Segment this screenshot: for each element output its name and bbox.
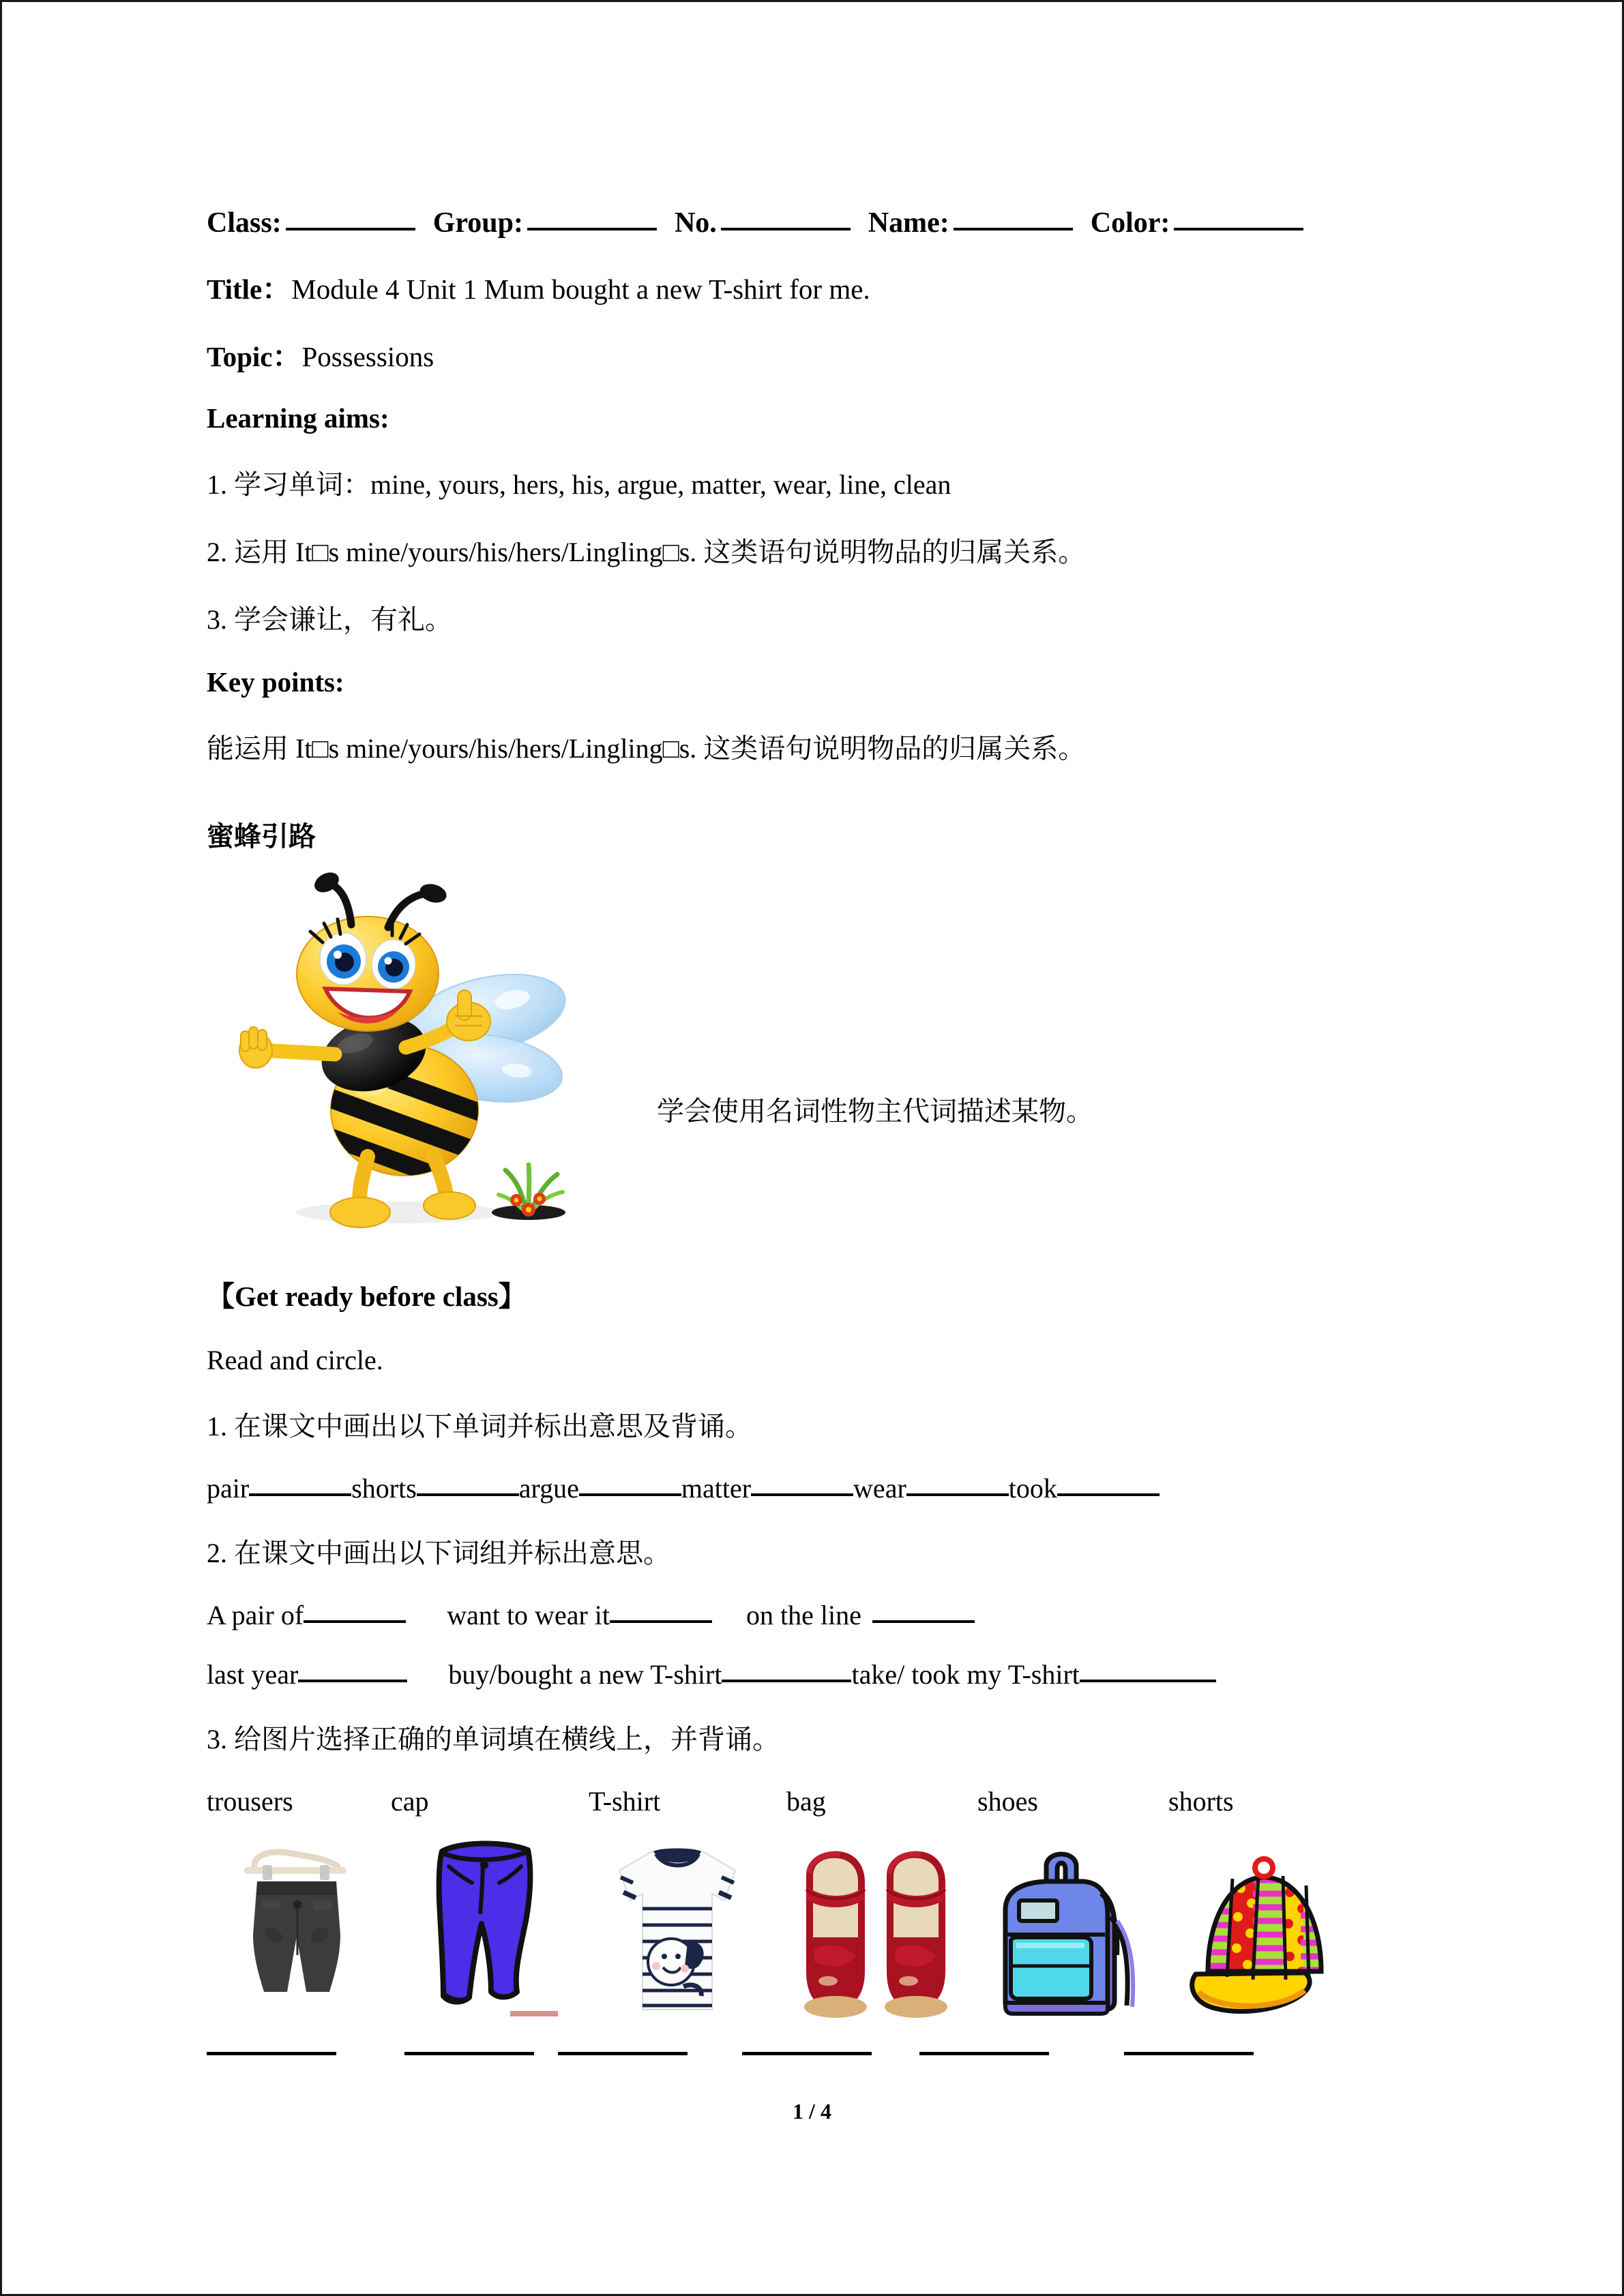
word-bank-tshirt: T-shirt xyxy=(589,1786,661,1817)
title-row xyxy=(207,267,1428,307)
task1-word-5: took xyxy=(1008,1473,1057,1504)
color-label: Color: xyxy=(1090,207,1170,239)
task2-phrase-1: want to wear it xyxy=(447,1600,610,1630)
color-blank[interactable] xyxy=(1174,228,1303,230)
picture-colorful-cap-clipart xyxy=(1175,1835,1366,2033)
get-ready-heading: 【Get ready before class】 xyxy=(207,1281,527,1312)
bee-section xyxy=(207,865,1428,1247)
word-bank-shorts: shorts xyxy=(1168,1786,1234,1817)
title-value: Module 4 Unit 1 Mum bought a new T-shirt for me. xyxy=(291,273,870,305)
no-blank[interactable] xyxy=(721,228,851,230)
word-bank-trousers: trousers xyxy=(207,1786,293,1817)
task2-blank-4[interactable] xyxy=(722,1680,851,1682)
task3-answer-blank-4[interactable] xyxy=(919,2052,1049,2055)
picture-blue-backpack-clipart xyxy=(981,1835,1175,2033)
task1-word-4: wear xyxy=(853,1473,906,1504)
no-label: No. xyxy=(674,207,717,239)
task3-answer-blank-2[interactable] xyxy=(558,2052,688,2055)
task3-answer-blank-0[interactable] xyxy=(207,2052,336,2055)
task1-blank-1[interactable] xyxy=(417,1493,519,1496)
task1-word-1: shorts xyxy=(351,1473,417,1504)
topic-value: Possessions xyxy=(301,341,434,372)
task1-instruction: 1. 在课文中画出以下单词并标出意思及背诵。 xyxy=(207,1411,752,1442)
task1-word-3: matter xyxy=(681,1473,752,1504)
task3-word-bank xyxy=(207,1785,1428,1817)
task1-blank-0[interactable] xyxy=(249,1493,351,1496)
task2-phrase-row-2 xyxy=(207,1658,1428,1690)
bee-section-caption: 学会使用名词性物主代词描述某物。 xyxy=(657,1096,1093,1127)
task3-instruction: 3. 给图片选择正确的单词填在横线上，并背诵。 xyxy=(207,1724,780,1755)
name-label: Name: xyxy=(868,207,949,239)
task2-blank-5[interactable] xyxy=(1080,1680,1216,1682)
task3-picture-row xyxy=(207,1828,1428,2033)
class-blank[interactable] xyxy=(286,228,415,230)
task3-answer-blank-1[interactable] xyxy=(404,2052,534,2055)
task3-answer-blank-5[interactable] xyxy=(1124,2052,1254,2055)
task2-phrase-3: last year xyxy=(207,1659,299,1690)
task3-answer-blank-3[interactable] xyxy=(742,2052,872,2055)
task1-word-0: pair xyxy=(207,1473,250,1504)
title-label: Title： xyxy=(207,273,291,305)
task1-word-blanks xyxy=(207,1472,1428,1504)
word-bank-bag: bag xyxy=(786,1786,826,1817)
student-info-row xyxy=(207,207,1428,239)
key-points-heading: Key points: xyxy=(207,666,344,698)
task1-blank-5[interactable] xyxy=(1057,1493,1160,1496)
word-bank-cap: cap xyxy=(391,1786,429,1817)
key-points-text: 能运用 It□s mine/yours/his/hers/Lingling□s. 这类语句说明物品的归属关系。 xyxy=(207,733,1086,764)
picture-blue-trousers-clipart xyxy=(401,1835,599,2033)
task1-word-2: argue xyxy=(518,1473,579,1504)
learning-aim-3: 3. 学会谦让，有礼。 xyxy=(207,604,452,635)
bee-mascot-icon xyxy=(234,871,589,1240)
page-footer xyxy=(2,2099,1622,2124)
task3-answer-blanks xyxy=(207,2053,1428,2057)
group-blank[interactable] xyxy=(527,228,657,230)
task2-phrase-row-1 xyxy=(207,1599,1428,1631)
bee-section-heading: 蜜蜂引路 xyxy=(207,821,316,852)
picture-black-shorts-on-hanger xyxy=(207,1835,401,2033)
task1-blank-2[interactable] xyxy=(579,1493,681,1496)
task2-phrase-0: A pair of xyxy=(207,1600,304,1630)
learning-aim-2: 2. 运用 It□s mine/yours/his/hers/Lingling□s. 这类语句说明物品的归属关系。 xyxy=(207,537,1086,567)
learning-aim-1: 1. 学习单词：mine, yours, hers, his, argue, matter, wear, line, clean xyxy=(207,469,951,500)
word-bank-shoes: shoes xyxy=(977,1786,1038,1817)
task2-instruction: 2. 在课文中画出以下词组并标出意思。 xyxy=(207,1538,670,1568)
topic-label: Topic： xyxy=(207,341,301,372)
task2-phrase-2: on the line xyxy=(746,1600,861,1630)
task1-blank-4[interactable] xyxy=(906,1493,1009,1496)
task2-phrase-5: take/ took my T-shirt xyxy=(851,1659,1080,1690)
page-content xyxy=(207,207,1428,2057)
name-blank[interactable] xyxy=(954,228,1073,230)
page-number: 1 / 4 xyxy=(793,2099,831,2123)
task2-blank-3[interactable] xyxy=(298,1680,407,1682)
picture-red-shoes-pair xyxy=(790,1835,981,2033)
group-label: Group: xyxy=(432,207,523,239)
task2-blank-0[interactable] xyxy=(304,1620,406,1623)
task2-blank-1[interactable] xyxy=(610,1620,712,1623)
class-label: Class: xyxy=(207,207,282,239)
task2-phrase-4: buy/bought a new T-shirt xyxy=(448,1659,722,1690)
task1-blank-3[interactable] xyxy=(751,1493,853,1496)
read-and-circle-subheading: Read and circle. xyxy=(207,1345,383,1375)
task2-blank-2[interactable] xyxy=(872,1620,975,1623)
picture-striped-tshirt xyxy=(599,1835,790,2033)
learning-aims-heading: Learning aims: xyxy=(207,402,389,434)
topic-row xyxy=(207,334,1428,374)
